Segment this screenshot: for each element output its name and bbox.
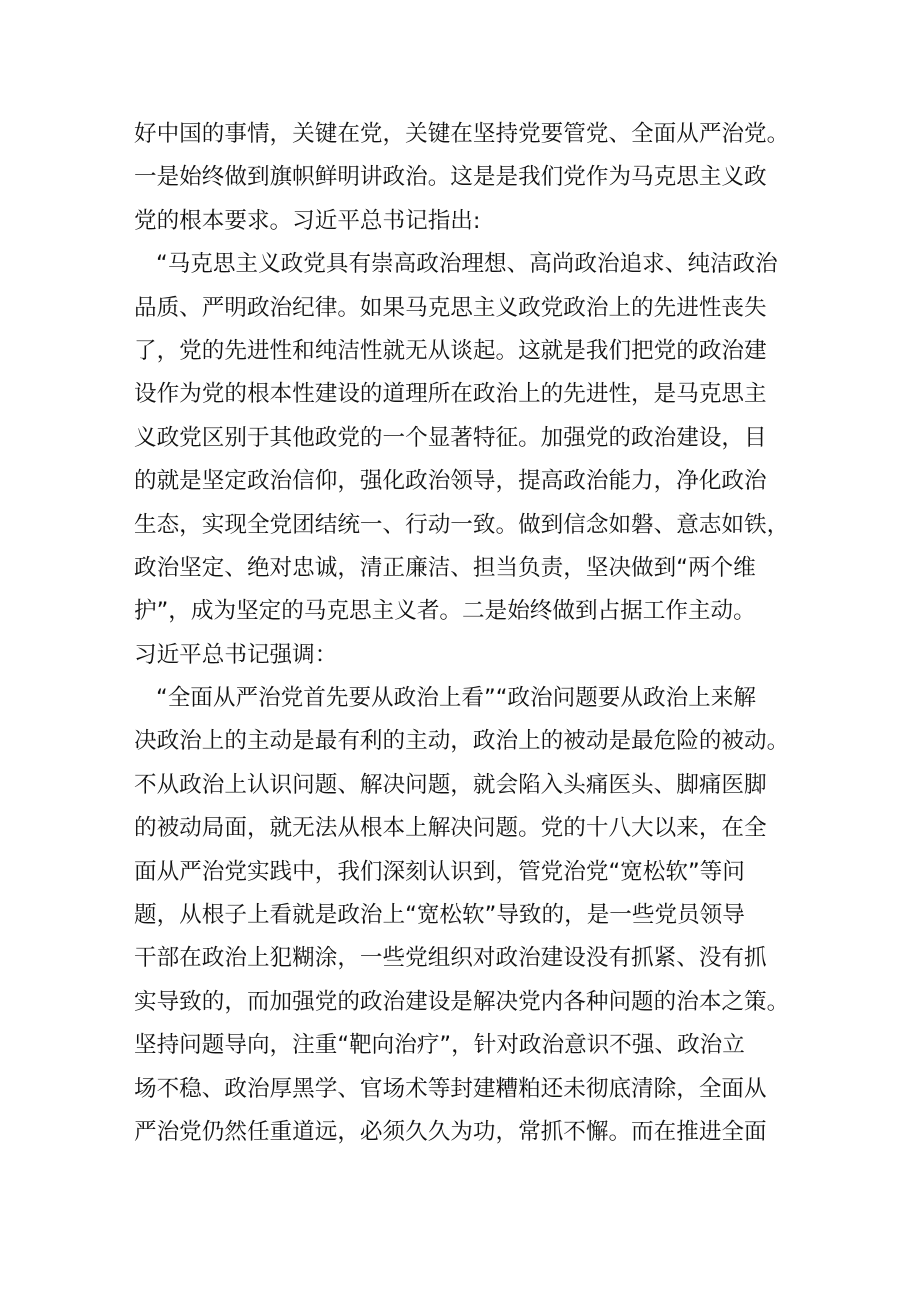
text-line: 坚持问题导向，注重“靶向治疗”，针对政治意识不强、政治立 xyxy=(134,1032,745,1059)
text-line: 党的根本要求。习近平总书记指出: xyxy=(134,207,481,234)
quote-line: “马克思主义政党具有崇高政治理想、高尚政治追求、纯洁政治 xyxy=(156,251,778,278)
text-line: 习近平总书记强调： xyxy=(134,641,338,668)
text-line: 了，党的先进性和纯洁性就无从谈起。这就是我们把党的政治建 xyxy=(134,337,767,364)
text-line: 场不稳、政治厚黑学、官场术等封建糟粕还未彻底清除，全面从 xyxy=(134,1075,767,1102)
quote-line: “全面从严治党首先要从政治上看”“政治问题要从政治上来解 xyxy=(156,685,756,712)
text-line: 义政党区别于其他政党的一个显著特征。加强党的政治建设，目 xyxy=(134,424,767,451)
text-line: 设作为党的根本性建设的道理所在政治上的先进性，是马克思主 xyxy=(134,381,767,408)
body-text xyxy=(134,113,814,1154)
text-line: 护”，成为坚定的马克思主义者。二是始终做到占据工作主动。 xyxy=(134,598,756,625)
text-line: 的被动局面，就无法从根本上解决问题。党的十八大以来，在全 xyxy=(134,815,767,842)
text-line: 好中国的事情，关键在党，关键在坚持党要管党、全面从严治党。 xyxy=(134,121,790,147)
text-line: 题，从根子上看就是政治上“宽松软”导致的，是一些党员领导 xyxy=(134,902,745,929)
text-line: 的就是坚定政治信仰，强化政治领导，提高政治能力，净化政治 xyxy=(134,468,767,495)
text-line: 不从政治上认识问题、解决问题，就会陷入头痛医头、脚痛医脚 xyxy=(134,771,767,798)
text-line: 品质、严明政治纪律。如果马克思主义政党政治上的先进性丧失 xyxy=(134,294,767,321)
text-line: 干部在政治上犯糊涂，一些党组织对政治建设没有抓紧、没有抓 xyxy=(134,945,767,972)
text-line: 决政治上的主动是最有利的主动，政治上的被动是最危险的被动。 xyxy=(134,728,790,755)
text-line: 生态，实现全党团结统一、行动一致。做到信念如磐、意志如铁， xyxy=(134,511,790,538)
text-line: 一是始终做到旗帜鲜明讲政治。这是是我们党作为马克思主义政 xyxy=(134,164,767,191)
text-line: 政治坚定、绝对忠诚，清正廉洁、担当负责，坚决做到“两个维 xyxy=(134,554,756,581)
text-line: 面从严治党实践中，我们深刻认识到，管党治党“宽松软”等问 xyxy=(134,858,745,885)
text-line: 严治党仍然任重道远，必须久久为功，常抓不懈。而在推进全面 xyxy=(134,1118,767,1145)
text-line: 实导致的，而加强党的政治建设是解决党内各种问题的治本之策。 xyxy=(134,988,790,1015)
